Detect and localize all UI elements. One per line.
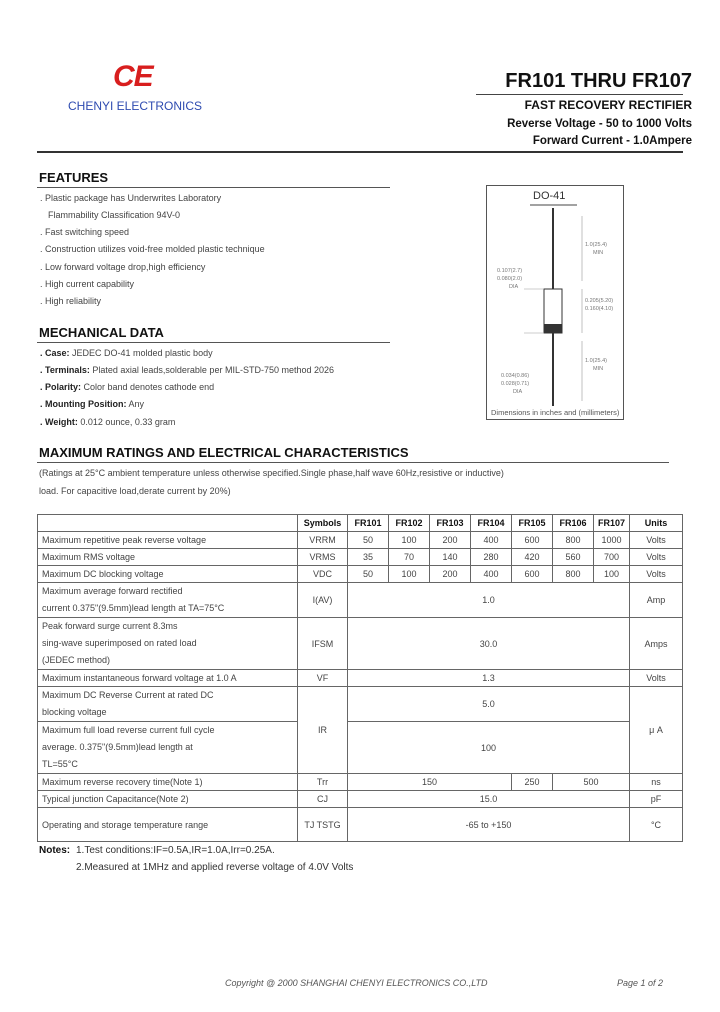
mech-weight: . Weight: 0.012 ounce, 0.33 gram <box>40 417 176 427</box>
unit-cell: °C <box>630 808 683 842</box>
header-cell: Units <box>630 515 683 532</box>
feature-item: . Low forward voltage drop,high efficiency <box>40 262 206 272</box>
param-cell: Maximum repetitive peak reverse voltage <box>38 532 298 549</box>
header-cell: FR104 <box>471 515 512 532</box>
symbol-cell: Trr <box>298 774 348 791</box>
company-name: CHENYI ELECTRONICS <box>68 99 203 113</box>
value-cell: 1000 <box>594 532 630 549</box>
value-cell: 35 <box>348 549 389 566</box>
unit-cell: pF <box>630 791 683 808</box>
mech-mounting: . Mounting Position: Any <box>40 399 144 409</box>
feature-item: . High current capability <box>40 279 135 289</box>
page-title: FR101 THRU FR107 <box>505 70 692 92</box>
notes-label: Notes: <box>39 845 71 856</box>
feature-item: . Fast switching speed <box>40 227 130 237</box>
table-row <box>38 791 683 808</box>
value-cell: 280 <box>471 549 512 566</box>
ratings-table <box>37 514 683 842</box>
unit-cell: Volts <box>630 549 683 566</box>
param-cell: Maximum full load reverse current full cycle average. 0.375"(9.5mm)lead length at TL=55°C <box>38 722 298 774</box>
value-cell: 150 <box>348 774 512 791</box>
header-cell: FR101 <box>348 515 389 532</box>
company-logo: CE <box>113 60 153 93</box>
param-cell: Maximum RMS voltage <box>38 549 298 566</box>
table-row <box>38 618 683 670</box>
param-cell: Maximum DC blocking voltage <box>38 566 298 583</box>
symbol-cell: VDC <box>298 566 348 583</box>
symbol-cell: VF <box>298 670 348 687</box>
dim-label: 0.034(0.86) <box>501 373 530 379</box>
value-cell: 800 <box>553 566 594 583</box>
param-cell: Maximum DC Reverse Current at rated DC blocking voltage <box>38 687 298 722</box>
mech-case: . Case: JEDEC DO-41 molded plastic body <box>40 348 213 358</box>
dim-label: MIN <box>593 366 604 372</box>
mech-polarity: . Polarity: Color band denotes cathode end <box>40 382 215 392</box>
param-cell: Maximum average forward rectified current 0.375"(9.5mm)lead length at TA=75°C <box>38 583 298 618</box>
dim-label: DIA <box>509 284 519 290</box>
table-row <box>38 549 683 566</box>
table-row <box>38 566 683 583</box>
value-cell: 100 <box>389 566 430 583</box>
param-cell: Operating and storage temperature range <box>38 808 298 842</box>
header-cell: Symbols <box>298 515 348 532</box>
feature-item: Flammability Classification 94V-0 <box>48 210 181 220</box>
value-cell: 100 <box>594 566 630 583</box>
value-cell: 5.0 <box>348 687 630 722</box>
value-cell: 100 <box>348 722 630 774</box>
value-cell: -65 to +150 <box>348 808 630 842</box>
dim-label: 0.107(2.7) <box>497 268 523 274</box>
unit-cell: Amps <box>630 618 683 670</box>
header-cell <box>38 515 298 532</box>
value-cell: 420 <box>512 549 553 566</box>
title-underline <box>476 94 683 95</box>
dim-label: 1.0(25.4) <box>585 242 608 248</box>
unit-cell: Volts <box>630 532 683 549</box>
value-cell: 1.0 <box>348 583 630 618</box>
header-cell: FR103 <box>430 515 471 532</box>
table-row <box>38 670 683 687</box>
feature-item: . Construction utilizes void-free molded plastic technique <box>40 244 265 254</box>
package-caption: Dimensions in inches and (millimeters) <box>491 408 620 417</box>
dim-label: 1.0(25.4) <box>585 358 608 364</box>
header-cell: FR107 <box>594 515 630 532</box>
header-cell: FR105 <box>512 515 553 532</box>
value-cell: 500 <box>553 774 630 791</box>
value-cell: 200 <box>430 566 471 583</box>
table-row <box>38 687 683 722</box>
table-header-row <box>38 515 683 532</box>
table-row <box>38 722 683 774</box>
value-cell: 600 <box>512 566 553 583</box>
unit-cell: Volts <box>630 566 683 583</box>
mechanical-rule <box>37 342 390 343</box>
table-row <box>38 774 683 791</box>
value-cell: 30.0 <box>348 618 630 670</box>
dim-label: DIA <box>513 389 523 395</box>
value-cell: 15.0 <box>348 791 630 808</box>
value-cell: 140 <box>430 549 471 566</box>
subtitle: FAST RECOVERY RECTIFIER <box>524 98 692 112</box>
param-cell: Maximum instantaneous forward voltage at 1.0 A <box>38 670 298 687</box>
mech-terminals: . Terminals: Plated axial leads,solderable per MIL-STD-750 method 2026 <box>40 365 334 375</box>
unit-cell: Volts <box>630 670 683 687</box>
symbol-cell: I(AV) <box>298 583 348 618</box>
symbol-cell: CJ <box>298 791 348 808</box>
feature-item: . High reliability <box>40 296 102 306</box>
value-cell: 200 <box>430 532 471 549</box>
copyright: Copyright @ 2000 SHANGHAI CHENYI ELECTRONICS CO.,LTD <box>225 978 488 988</box>
value-cell: 100 <box>389 532 430 549</box>
ratings-rule <box>37 462 669 463</box>
value-cell: 400 <box>471 566 512 583</box>
symbol-cell: IR <box>298 687 348 774</box>
dim-label: MIN <box>593 250 604 256</box>
package-name: DO-41 <box>533 190 566 202</box>
param-cell: Maximum reverse recovery time(Note 1) <box>38 774 298 791</box>
dim-label: 0.160(4.10) <box>585 306 614 312</box>
features-rule <box>37 187 390 188</box>
param-cell: Peak forward surge current 8.3ms sing-wave superimposed on rated load (JEDEC method) <box>38 618 298 670</box>
value-cell: 800 <box>553 532 594 549</box>
note-1: 1.Test conditions:IF=0.5A,IR=1.0A,Irr=0.25A. <box>76 845 275 856</box>
ratings-condition: (Ratings at 25°C ambient temperature unless otherwise specified.Single phase,half wave 60Hz,resistive or inductive) <box>39 468 504 478</box>
symbol-cell: VRRM <box>298 532 348 549</box>
param-cell: Typical junction Capacitance(Note 2) <box>38 791 298 808</box>
unit-cell: Amp <box>630 583 683 618</box>
value-cell: 50 <box>348 532 389 549</box>
unit-cell: ns <box>630 774 683 791</box>
symbol-cell: IFSM <box>298 618 348 670</box>
unit-cell: μ A <box>630 687 683 774</box>
symbol-cell: TJ TSTG <box>298 808 348 842</box>
header-divider <box>37 151 683 153</box>
mechanical-heading: MECHANICAL DATA <box>39 325 164 340</box>
forward-current: Forward Current - 1.0Ampere <box>532 135 692 147</box>
value-cell: 700 <box>594 549 630 566</box>
table-row <box>38 532 683 549</box>
ratings-condition: load. For capacitive load,derate current by 20%) <box>39 486 231 496</box>
features-heading: FEATURES <box>39 170 109 185</box>
value-cell: 1.3 <box>348 670 630 687</box>
dim-label: 0.080(2.0) <box>497 276 523 282</box>
note-2: 2.Measured at 1MHz and applied reverse voltage of 4.0V Volts <box>76 862 354 873</box>
header-cell: FR102 <box>389 515 430 532</box>
feature-item: . Plastic package has Underwrites Laboratory <box>40 193 222 203</box>
value-cell: 50 <box>348 566 389 583</box>
table-row <box>38 808 683 842</box>
header-cell: FR106 <box>553 515 594 532</box>
value-cell: 250 <box>512 774 553 791</box>
dim-label: 0.205(5.20) <box>585 298 614 304</box>
reverse-voltage: Reverse Voltage - 50 to 1000 Volts <box>507 118 692 130</box>
value-cell: 70 <box>389 549 430 566</box>
value-cell: 560 <box>553 549 594 566</box>
package-drawing <box>486 185 624 420</box>
page-number: Page 1 of 2 <box>617 978 664 988</box>
dim-label: 0.028(0.71) <box>501 381 530 387</box>
table-row <box>38 583 683 618</box>
value-cell: 600 <box>512 532 553 549</box>
value-cell: 400 <box>471 532 512 549</box>
ratings-heading: MAXIMUM RATINGS AND ELECTRICAL CHARACTERISTICS <box>39 445 409 460</box>
symbol-cell: VRMS <box>298 549 348 566</box>
